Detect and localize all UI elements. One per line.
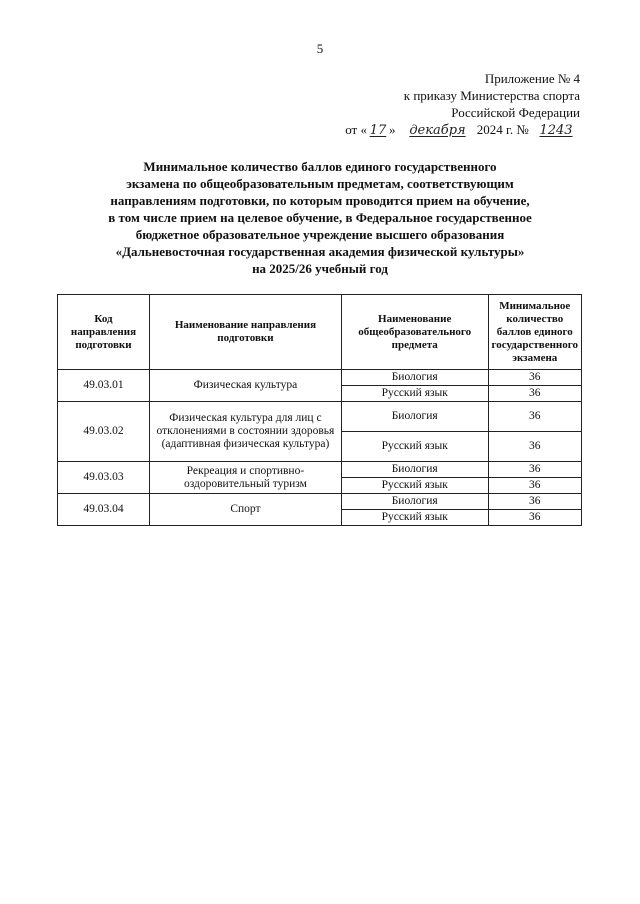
direction-name: Спорт bbox=[149, 494, 341, 526]
min-score: 36 bbox=[488, 478, 581, 494]
min-score: 36 bbox=[488, 370, 581, 386]
header-min-score: Минимальное количество баллов единого государственного экзамена bbox=[488, 295, 581, 370]
direction-code: 49.03.04 bbox=[58, 494, 150, 526]
min-score: 36 bbox=[488, 432, 581, 462]
subject-name: Биология bbox=[341, 402, 488, 432]
min-score: 36 bbox=[488, 462, 581, 478]
min-score: 36 bbox=[488, 402, 581, 432]
table-row bbox=[58, 494, 582, 510]
direction-code: 49.03.02 bbox=[58, 402, 150, 462]
min-score: 36 bbox=[488, 494, 581, 510]
header-subject: Наименование общеобразовательного предмета bbox=[341, 295, 488, 370]
subject-name: Биология bbox=[341, 462, 488, 478]
title-line: Минимальное количество баллов единого государственного bbox=[143, 159, 497, 174]
date-prefix: от « bbox=[345, 122, 367, 137]
subject-name: Русский язык bbox=[341, 478, 488, 494]
direction-code: 49.03.01 bbox=[58, 370, 150, 402]
subject-name: Биология bbox=[341, 494, 488, 510]
handwritten-order-number: 1243 bbox=[539, 123, 573, 138]
title-line: бюджетное образовательное учреждение высшего образования bbox=[135, 227, 505, 242]
min-score: 36 bbox=[488, 510, 581, 526]
subject-name: Русский язык bbox=[341, 432, 488, 462]
date-year: 2024 г. № bbox=[476, 122, 529, 137]
table-header-row bbox=[58, 295, 582, 370]
title-line: экзамена по общеобразовательным предметам, соответствующим bbox=[126, 176, 514, 191]
min-score: 36 bbox=[488, 386, 581, 402]
subject-name: Биология bbox=[341, 370, 488, 386]
direction-name: Физическая культура для лиц с отклонениями в состоянии здоровья (адаптивная физическая культура) bbox=[149, 402, 341, 462]
table-row bbox=[58, 462, 582, 478]
appendix-title: Приложение № 4 bbox=[484, 71, 580, 86]
handwritten-month: декабря bbox=[409, 123, 466, 138]
header-code: Код направления подготовки bbox=[58, 295, 150, 370]
direction-code: 49.03.03 bbox=[58, 462, 150, 494]
direction-name: Физическая культура bbox=[149, 370, 341, 402]
title-line: «Дальневосточная государственная академия физической культуры» bbox=[115, 244, 525, 259]
header-direction: Наименование направления подготовки bbox=[149, 295, 341, 370]
table-row bbox=[58, 402, 582, 432]
table-row bbox=[58, 370, 582, 386]
subject-name: Русский язык bbox=[341, 510, 488, 526]
direction-name: Рекреация и спортивно-оздоровительный туризм bbox=[149, 462, 341, 494]
appendix-ministry: Российской Федерации bbox=[451, 105, 580, 120]
min-scores-table bbox=[57, 294, 582, 526]
title-line: направлениям подготовки, по которым проводится прием на обучение, bbox=[110, 193, 530, 208]
title-line: на 2025/26 учебный год bbox=[252, 261, 388, 276]
appendix-header bbox=[340, 70, 580, 139]
date-mid: » bbox=[388, 122, 396, 137]
title-line: в том числе прием на целевое обучение, в Федеральное государственное bbox=[108, 210, 532, 225]
appendix-order-ref: к приказу Министерства спорта bbox=[403, 88, 580, 103]
document-title bbox=[60, 158, 580, 277]
subject-name: Русский язык bbox=[341, 386, 488, 402]
page-number: 5 bbox=[316, 41, 324, 56]
handwritten-day: 17 bbox=[369, 123, 387, 138]
order-date-line bbox=[340, 121, 580, 139]
